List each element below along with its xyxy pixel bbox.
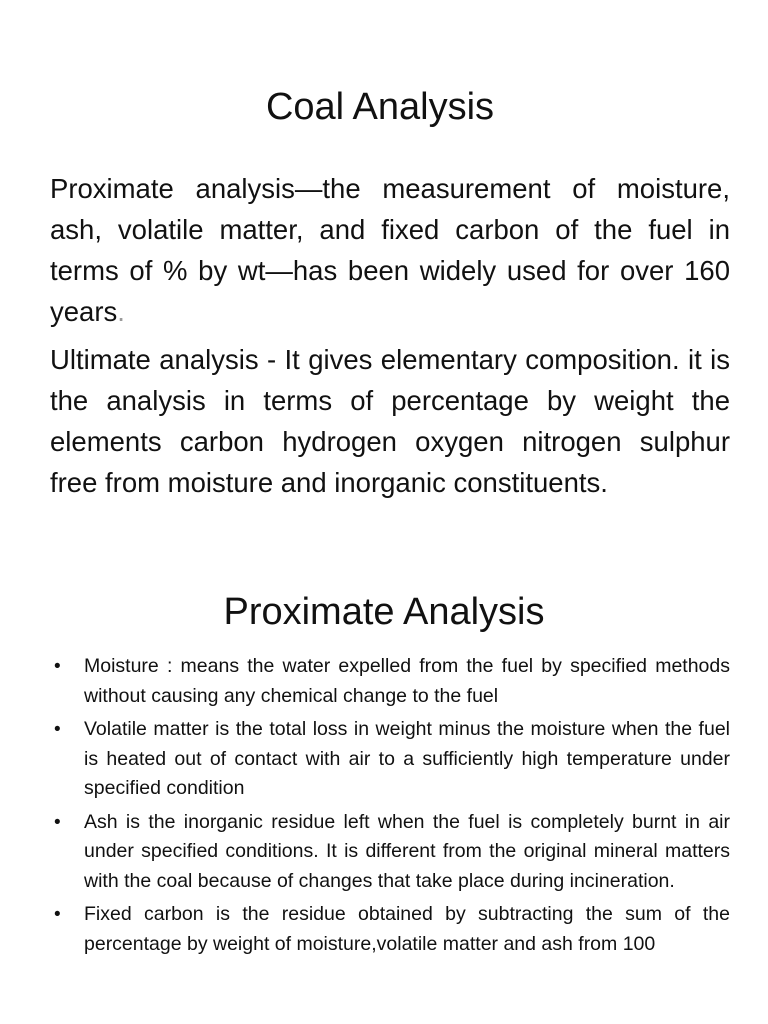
proximate-analysis-paragraph — [50, 168, 730, 332]
list-item — [54, 715, 730, 804]
bullet-list — [0, 652, 768, 963]
section-title: Proximate Analysis — [223, 591, 545, 633]
list-item — [54, 900, 730, 959]
ultimate-analysis-paragraph: Ultimate analysis - It gives elementary composition. it is the analysis in terms of percentage by weight the elements carbon hydrogen oxygen nitrogen sulphur free from moisture and inorganic constituents. — [50, 344, 730, 498]
list-item-text: Moisture : means the water expelled from the fuel by specified methods without causing any chemical change to the fuel — [84, 655, 730, 707]
list-item — [54, 808, 730, 897]
list-item-text: Fixed carbon is the residue obtained by subtracting the sum of the percentage by weight of moisture,volatile matter and ash from 100 — [84, 903, 730, 955]
paragraph-period: . — [117, 296, 125, 327]
bullet-icon: • — [54, 656, 61, 677]
paragraph-text: Proximate analysis—the measurement of moisture, ash, volatile matter, and fixed carbon of the fuel in terms of % by wt—has been widely used for over 160 years — [50, 173, 730, 327]
page-title: Coal Analysis — [265, 86, 495, 128]
list-item-text: Volatile matter is the total loss in weight minus the moisture when the fuel is heated out of contact with air to a sufficiently high temperature under specified condition — [84, 718, 730, 799]
list-item-text: Ash is the inorganic residue left when the fuel is completely burnt in air under specified conditions. It is different from the original mineral matters with the coal because of changes that take place during incineration. — [84, 810, 730, 892]
list-item — [54, 652, 730, 711]
bullet-icon: • — [54, 719, 61, 740]
bullet-icon: • — [54, 811, 61, 833]
bullet-icon: • — [54, 904, 61, 925]
